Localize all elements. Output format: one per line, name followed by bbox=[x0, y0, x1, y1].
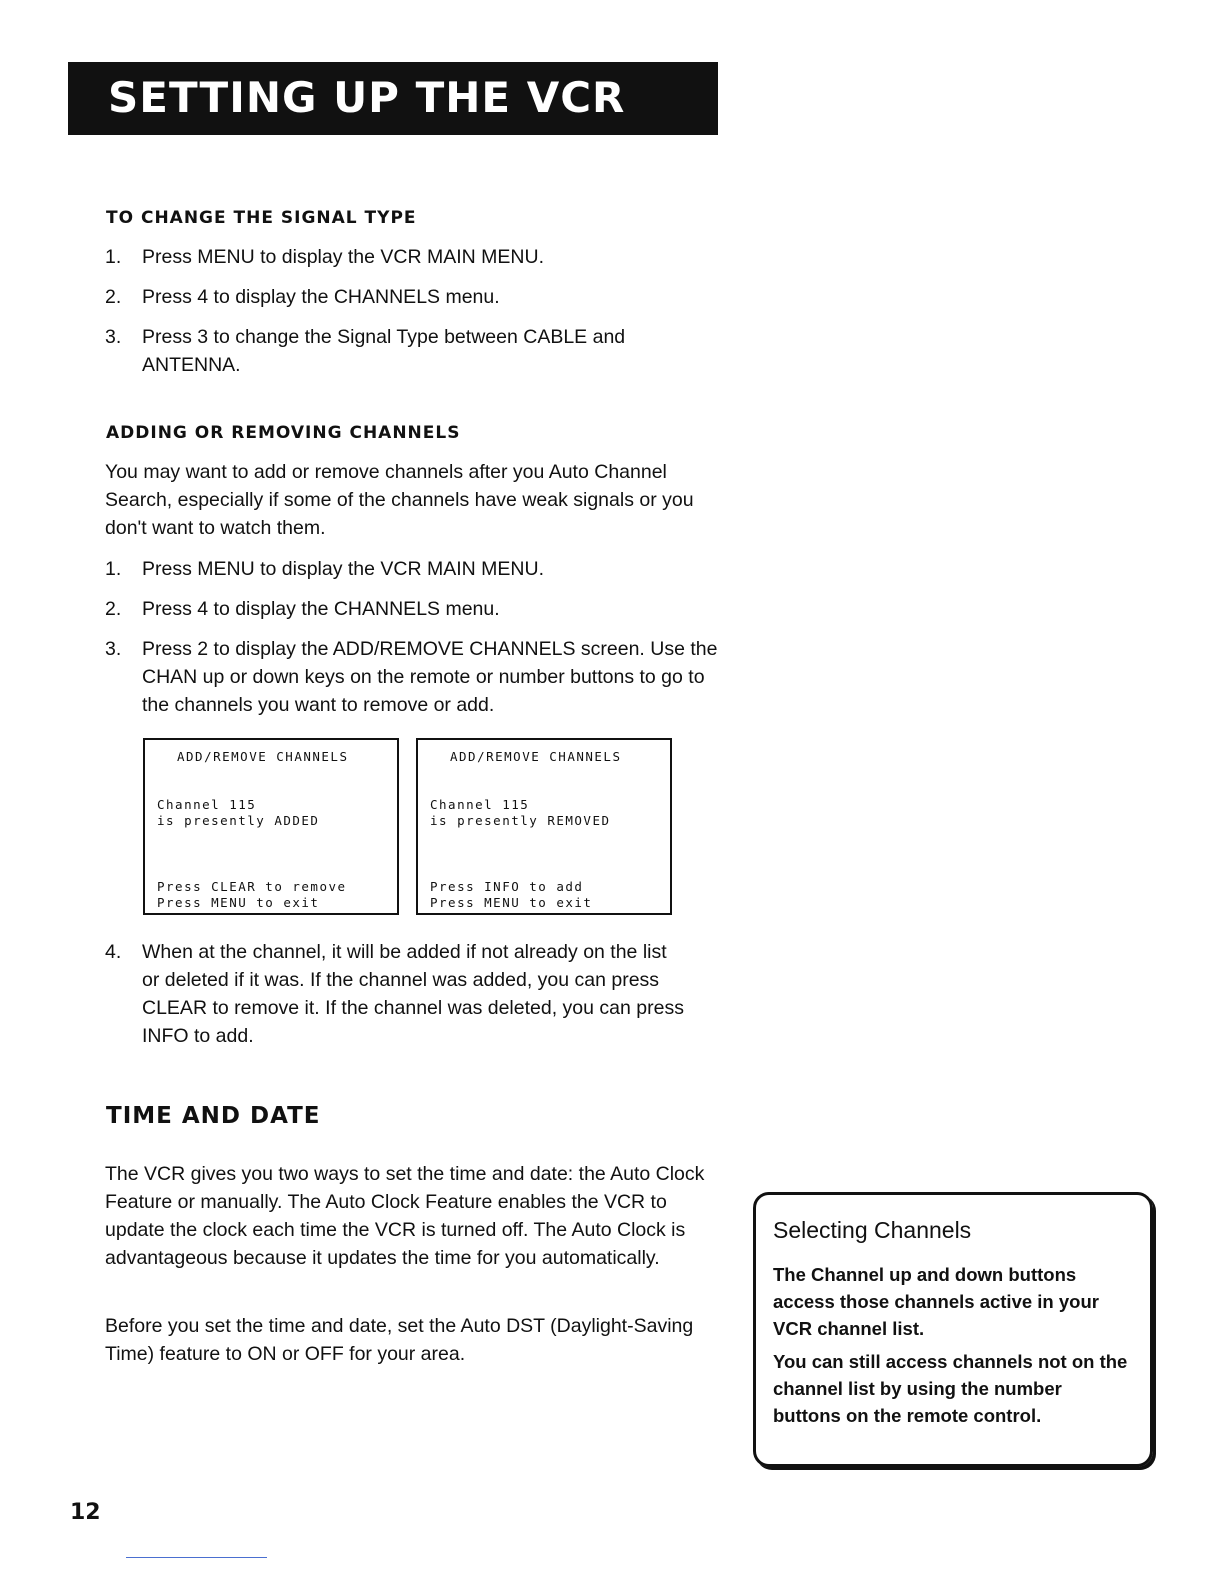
osd-line: is presently REMOVED bbox=[430, 813, 611, 828]
list-item bbox=[105, 323, 652, 379]
sidebar-paragraph: The Channel up and down buttons access those channels active in your VCR channel list. bbox=[773, 1264, 1099, 1339]
time-date-para-1: The VCR gives you two ways to set the time and date: the Auto Clock Feature or manually. The Auto Clock Feature enables the VCR to update the clock each time the VCR is turned off. The Auto Clock is advantageous because it updates the time for you automatically. bbox=[105, 1163, 705, 1269]
osd-line: Press CLEAR to remove bbox=[157, 879, 347, 894]
step-text: Press MENU to display the VCR MAIN MENU. bbox=[142, 246, 545, 268]
step-number: 1. bbox=[105, 246, 122, 268]
osd-title: ADD/REMOVE CHANNELS bbox=[450, 749, 622, 764]
list-item bbox=[105, 938, 705, 1050]
signal-type-steps bbox=[105, 243, 725, 379]
add-remove-intro: You may want to add or remove channels after you Auto Channel Search, especially if some of the channels have weak signals or you don't want to watch them. bbox=[105, 461, 694, 539]
step-text: Press 4 to display the CHANNELS menu. bbox=[142, 598, 500, 620]
add-remove-heading: ADDING OR REMOVING CHANNELS bbox=[106, 423, 461, 443]
list-item bbox=[105, 555, 725, 583]
step-text: When at the channel, it will be added if not already on the list or deleted if it was. If the channel was added, you can press CLEAR to remove it. If the channel was deleted, you can press INFO to add. bbox=[142, 941, 684, 1047]
osd-title: ADD/REMOVE CHANNELS bbox=[177, 749, 349, 764]
step-number: 3. bbox=[105, 326, 122, 348]
add-remove-steps bbox=[105, 555, 725, 719]
osd-screen-removed bbox=[416, 738, 672, 915]
step-number: 2. bbox=[105, 598, 122, 620]
step-number: 4. bbox=[105, 941, 122, 963]
add-remove-step-4 bbox=[105, 938, 705, 1050]
time-date-para-2: Before you set the time and date, set the Auto DST (Daylight-Saving Time) feature to ON or OFF for your area. bbox=[105, 1315, 694, 1365]
step-number: 3. bbox=[105, 638, 122, 660]
sidebar-title: Selecting Channels bbox=[773, 1217, 972, 1243]
step-text: Press 2 to display the ADD/REMOVE CHANNELS screen. Use the CHAN up or down keys on the remote or number buttons to go to the channels you want to remove or add. bbox=[142, 638, 718, 716]
step-text: Press 3 to change the Signal Type between CABLE and ANTENNA. bbox=[142, 326, 626, 376]
list-item bbox=[105, 283, 725, 311]
step-number: 1. bbox=[105, 558, 122, 580]
step-text: Press 4 to display the CHANNELS menu. bbox=[142, 286, 500, 308]
sidebar-tip bbox=[753, 1192, 1153, 1467]
banner-title: SETTING UP THE VCR bbox=[108, 73, 626, 122]
osd-line: Press MENU to exit bbox=[430, 895, 593, 910]
step-number: 2. bbox=[105, 286, 122, 308]
osd-line: Press INFO to add bbox=[430, 879, 584, 894]
osd-line: is presently ADDED bbox=[157, 813, 320, 828]
list-item bbox=[105, 635, 725, 719]
step-text: Press MENU to display the VCR MAIN MENU. bbox=[142, 558, 545, 580]
time-date-heading: TIME AND DATE bbox=[106, 1103, 321, 1129]
list-item bbox=[105, 243, 725, 271]
footer-rule bbox=[126, 1557, 267, 1558]
osd-screen-added bbox=[143, 738, 399, 915]
osd-line: Channel 115 bbox=[430, 797, 530, 812]
signal-type-heading: TO CHANGE THE SIGNAL TYPE bbox=[106, 208, 417, 228]
sidebar-paragraph: You can still access channels not on the channel list by using the number buttons on the remote control. bbox=[773, 1351, 1128, 1426]
osd-line: Press MENU to exit bbox=[157, 895, 320, 910]
list-item bbox=[105, 595, 725, 623]
page-number: 12 bbox=[70, 1500, 101, 1525]
osd-line: Channel 115 bbox=[157, 797, 257, 812]
page-banner bbox=[68, 62, 718, 135]
